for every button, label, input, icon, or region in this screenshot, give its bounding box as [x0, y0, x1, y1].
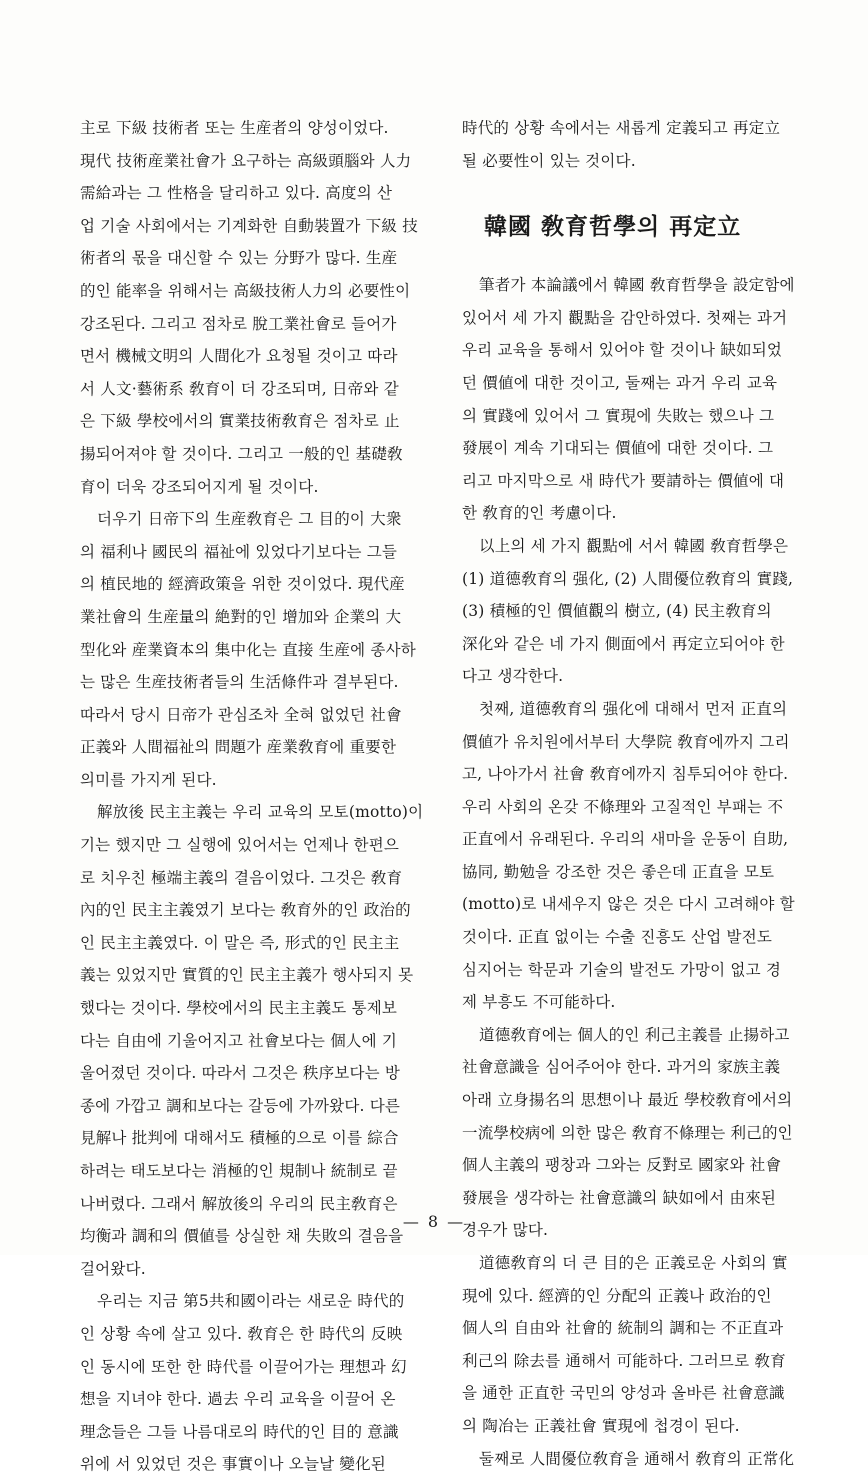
section-body-line: 의 陶冶는 正義社會 實現에 첩경이 된다. [462, 1416, 740, 1435]
left-column-line: 均衡과 調和의 價値를 상실한 채 失敗의 결음을 [80, 1227, 404, 1246]
left-column-line: 의미를 가지게 된다. [80, 770, 217, 789]
left-column-line: 울어졌던 것이다. 따라서 그것은 秩序보다는 방 [80, 1064, 401, 1083]
left-column-line: 의 福利나 國民의 福祉에 있었다기보다는 그들 [80, 542, 398, 561]
section-body-line: 個人의 自由와 社會的 統制의 調和는 不正直과 [462, 1319, 784, 1338]
section-body-line: 發展이 계속 기대되는 價値에 대한 것이다. 그 [462, 439, 774, 458]
section-body-line: 심지어는 학문과 기술의 발전도 가망이 없고 경 [462, 960, 782, 979]
section-body-line: 리고 마지막으로 새 時代가 要請하는 價値에 대 [462, 471, 785, 490]
left-column-line: 인 동시에 또한 한 時代를 이끌어가는 理想과 幻 [80, 1357, 407, 1376]
left-column-line: 종에 가깝고 調和보다는 갈등에 가까왔다. 다른 [80, 1096, 401, 1115]
left-column-line: 型化와 産業資本의 集中化는 直接 生産에 종사하 [80, 640, 416, 659]
section-body-line: 深化와 같은 네 가지 側面에서 再定立되어야 한 [462, 634, 785, 653]
section-body-line: 現에 있다. 經濟的인 分配의 正義나 政治的인 [462, 1286, 772, 1305]
left-column-line: 揚되어져야 할 것이다. 그리고 一般的인 基礎敎 [80, 444, 403, 463]
section-body-line: 던 價値에 대한 것이고, 둘째는 과거 우리 교육 [462, 373, 778, 392]
section-body-line: 경우가 많다. [462, 1221, 549, 1240]
left-column-line: 은 下級 學校에서의 實業技術敎育은 점차로 止 [80, 412, 400, 431]
section-body-line: 한 敎育的인 考慮이다. [462, 504, 617, 523]
left-column-line: 우리는 지금 第5共和國이라는 새로운 時代的 [97, 1292, 405, 1311]
section-body-line: 道德敎育의 더 큰 目的은 正義로운 사회의 實 [479, 1254, 788, 1272]
left-column [80, 112, 432, 1481]
section-body-line: 筆者가 本論議에서 韓國 敎育哲學을 設定함에 [479, 276, 795, 295]
section-body-line: 道德敎育에는 個人的인 利己主義를 止揚하고 [479, 1025, 790, 1044]
section-body-line: 고, 나아가서 社會 敎育에까지 침투되어야 한다. [462, 765, 789, 784]
left-column-line: 인 상황 속에 살고 있다. 敎育은 한 時代의 反映 [80, 1324, 403, 1343]
left-column-line: 業社會의 生産量의 絶對的인 增加와 企業의 大 [80, 607, 402, 626]
section-body-line: 의 實踐에 있어서 그 實現에 失敗는 했으나 그 [462, 406, 775, 425]
section-body-line: 一流學校病에 의한 많은 敎育不條理는 利己的인 [462, 1123, 793, 1142]
left-column-line: 하려는 태도보다는 消極的인 規制나 統制로 끝 [80, 1162, 398, 1180]
left-column-line: 術者의 몫을 대신할 수 있는 分野가 많다. 生産 [80, 249, 398, 268]
right-intro-line: 時代的 상황 속에서는 새롭게 定義되고 再定立 [462, 119, 781, 137]
left-column-line: 면서 機械文明의 人間化가 요청될 것이고 따라 [80, 347, 398, 366]
section-body-line: (3) 積極的인 價値觀의 樹立, (4) 民主敎育의 [462, 602, 772, 621]
section-body-line: 을 通한 正直한 국민의 양성과 올바른 社會意識 [462, 1384, 785, 1403]
section-body-line: 우리 사회의 온갖 不條理와 고질적인 부패는 不 [462, 797, 784, 816]
section-body-line: 個人主義의 팽창과 그와는 反對로 國家와 社會 [462, 1156, 782, 1175]
left-column-line: 的인 能率을 위해서는 高級技術人力의 必要性이 [80, 281, 411, 300]
section-body-line: (1) 道德敎育의 强化, (2) 人間優位敎育의 實踐, [462, 569, 794, 588]
left-column-line: 더우기 日帝下의 生産敎育은 그 目的이 大衆 [97, 510, 402, 529]
left-column-line: 기는 했지만 그 실행에 있어서는 언제나 한편으 [80, 836, 400, 855]
section-body-line: 첫째, 道德敎育의 强化에 대해서 먼저 正直의 [479, 699, 788, 718]
left-column-line: 現代 技術産業社會가 요구하는 高級頭腦와 人力 [80, 151, 412, 170]
left-column-line: 했다는 것이다. 學校에서의 民主主義도 통제보 [80, 999, 398, 1018]
left-column-line: 따라서 당시 日帝가 관심조차 全혀 없었던 社會 [80, 705, 402, 724]
left-column-line: 서 人文·藝術系 敎育이 더 강조되며, 日帝와 같 [80, 379, 399, 398]
section-body-line: 利己의 除去를 通해서 可能하다. 그러므로 敎育 [462, 1351, 786, 1370]
left-column-line: 見解나 批判에 대해서도 積極的으로 이를 綜合 [80, 1129, 399, 1148]
section-body-line: 아래 立身揚名의 思想이나 最近 學校敎育에서의 [462, 1091, 793, 1110]
left-column-line: 需給과는 그 性格을 달리하고 있다. 高度의 산 [80, 184, 393, 203]
left-column-line: 內的인 民主主義였기 보다는 敎育外的인 政治的 [80, 901, 411, 920]
left-column-line: 업 기술 사회에서는 기계화한 自動裝置가 下級 技 [80, 216, 418, 235]
left-column-line: 想을 지녀야 한다. 過去 우리 교육을 이끌어 온 [80, 1390, 396, 1409]
left-column-line: 正義와 人間福祉의 問題가 産業敎育에 重要한 [80, 738, 397, 757]
left-column-line: 育이 더욱 강조되어지게 될 것이다. [80, 477, 319, 496]
section-body-line: 둘째로 人間優位敎育을 通해서 敎育의 正常化 [479, 1449, 795, 1468]
left-column-line: 위에 서 있었던 것은 事實이나 오늘날 變化된 [80, 1455, 386, 1474]
section-body-line: 以上의 세 가지 觀點에 서서 韓國 敎育哲學은 [479, 536, 789, 555]
section-body-line: 제 부흥도 不可能하다. [462, 993, 616, 1012]
section-body-line: 우리 교육을 통해서 있어야 할 것이나 缺如되었 [462, 341, 783, 360]
right-intro-line: 될 必要性이 있는 것이다. [462, 151, 636, 170]
left-column-line: 義는 있었지만 實質的인 民主主義가 행사되지 못 [80, 966, 414, 985]
left-column-line: 의 植民地的 經濟政策을 위한 것이었다. 現代産 [80, 575, 405, 594]
left-column-line: 理念들은 그들 나름대로의 時代的인 目的 意識 [80, 1422, 399, 1441]
section-body-line: 다고 생각한다. [462, 667, 564, 686]
left-column-line: 로 치우친 極端主義의 결음이었다. 그것은 敎育 [80, 868, 403, 887]
left-column-line: 主로 下級 技術者 또는 生産者의 양성이었다. [80, 119, 389, 137]
left-column-line: 인 民主主義였다. 이 말은 즉, 形式的인 民主主 [80, 933, 400, 952]
right-column [462, 112, 822, 1475]
section-body [462, 269, 822, 1475]
section-body-line: 것이다. 正直 없이는 수출 진흥도 산업 발전도 [462, 928, 773, 947]
section-body-line: 社會意識을 심어주어야 한다. 과거의 家族主義 [462, 1058, 781, 1077]
section-body-line: 있어서 세 가지 觀點을 감안하였다. 첫째는 과거 [462, 308, 788, 327]
left-column-line: 解放後 民主主義는 우리 교육의 모토(motto)이 [97, 803, 424, 822]
left-column-line: 나버렸다. 그래서 解放後의 우리의 民主敎育은 [80, 1194, 398, 1213]
page-number: — 8 — [402, 1212, 466, 1231]
section-heading: 韓國 敎育哲學의 再定立 [484, 214, 742, 241]
section-body-line: 價値가 유치원에서부터 大學院 敎育에까지 그리 [462, 732, 790, 751]
section-body-line: (motto)로 내세우지 않은 것은 다시 고려해야 할 [462, 895, 795, 914]
left-column-line: 강조된다. 그리고 점차로 脫工業社會로 들어가 [80, 314, 397, 333]
left-column-line: 는 많은 生産技術者들의 生活條件과 결부된다. [80, 673, 399, 692]
right-column-intro [462, 112, 822, 177]
left-column-line: 걸어왔다. [80, 1259, 146, 1278]
section-body-line: 協同, 勤勉을 강조한 것은 좋은데 正直을 모토 [462, 862, 775, 881]
left-column-line: 다는 自由에 기울어지고 社會보다는 個人에 기 [80, 1031, 398, 1050]
section-body-line: 發展을 생각하는 社會意識의 缺如에서 由來된 [462, 1188, 777, 1207]
section-body-line: 正直에서 유래된다. 우리의 새마을 운동이 自助, [462, 830, 789, 849]
